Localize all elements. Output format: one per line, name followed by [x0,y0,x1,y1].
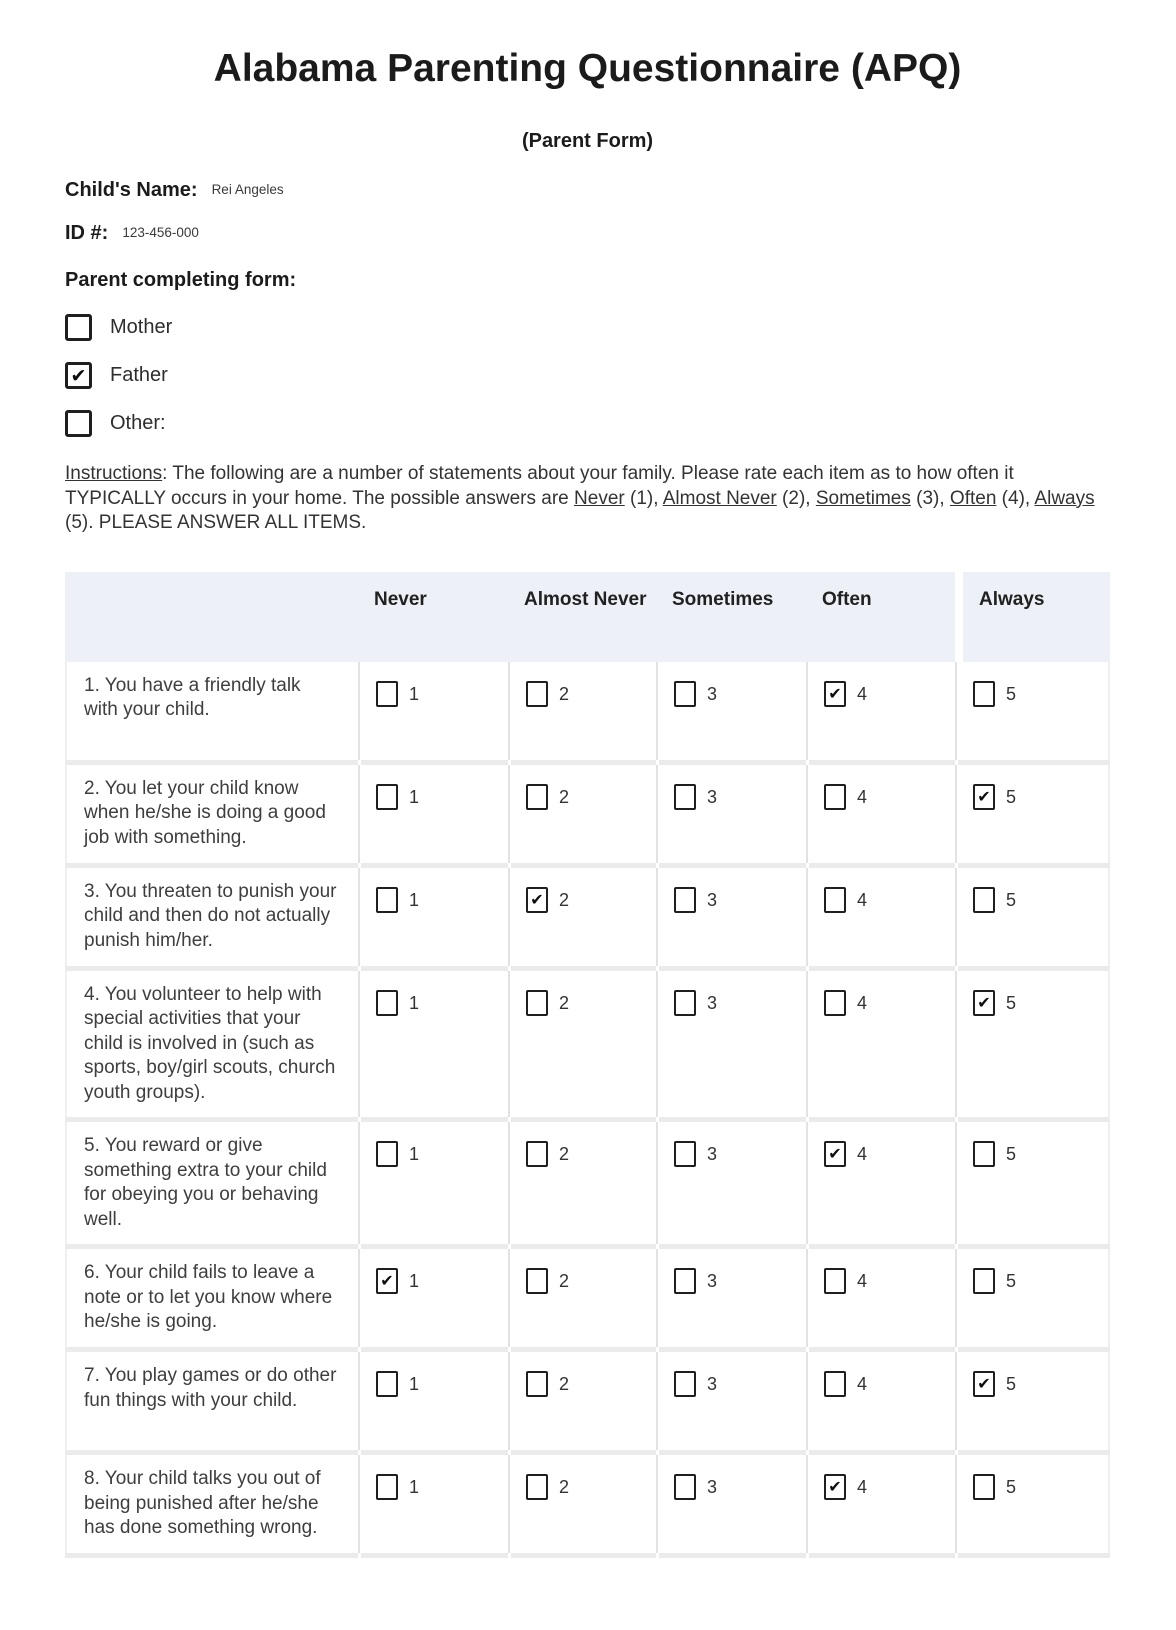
scale-number: 5 [1006,1477,1017,1497]
answer-cell [806,971,955,1118]
checkmark-icon: ✔ [70,366,87,387]
column-header-often: Often [806,572,955,662]
answer-cell [806,765,955,863]
divider-segment [65,1553,358,1558]
answer-checkbox[interactable] [376,1268,398,1294]
question-row [65,1122,1110,1244]
answer-checkbox[interactable] [674,784,696,810]
instructions-segment: Instructions [65,463,163,484]
question-row [65,971,1110,1118]
scale-number: 2 [559,786,570,807]
column-header-never: Never [358,572,508,662]
scale-number: 1 [409,992,420,1013]
parent-option-father [65,362,1110,389]
answer-cell [358,1249,508,1347]
column-header-sometimes: Sometimes [656,572,806,662]
form-subtitle: (Parent Form) [521,130,654,152]
answer-cell [508,1352,656,1450]
answer-checkbox[interactable] [824,1474,846,1500]
scale-number: 3 [707,1477,718,1497]
answer-cell [806,1122,955,1244]
scale-number: 1 [409,683,420,704]
scale-number: 3 [707,683,718,704]
scale-number: 5 [1006,1144,1017,1164]
answer-cell [358,1455,508,1553]
answer-checkbox[interactable] [973,681,995,707]
parent-option-mother [65,314,1110,341]
scale-number: 1 [409,1374,420,1394]
scale-number: 4 [857,1374,868,1394]
scale-number: 4 [857,889,868,910]
answer-checkbox[interactable] [674,990,696,1016]
answer-cell [656,1352,806,1450]
question-text: 7. You play games or do other fun things with your child. [65,1352,358,1450]
page-title: Alabama Parenting Questionnaire (APQ) [213,47,962,90]
question-text: 1. You have a friendly talk with your child. [65,662,358,760]
scale-number: 1 [409,786,420,807]
table-body [65,662,1110,1559]
scale-number: 2 [559,1374,570,1394]
child-name-label: Child's Name: [65,179,198,201]
scale-number: 2 [559,1271,570,1291]
answer-cell [508,1122,656,1244]
scale-number: 3 [707,786,718,807]
answer-checkbox[interactable] [973,990,995,1016]
scale-number: 3 [707,1144,718,1164]
answer-cell [806,1352,955,1450]
question-row [65,1352,1110,1450]
answer-checkbox[interactable] [973,1268,995,1294]
checkmark-icon: ✔ [828,685,842,703]
answer-checkbox[interactable] [526,1268,548,1294]
id-field [65,222,1110,245]
answer-cell [656,662,806,760]
question-text: 6. Your child fails to leave a note or to let you know where he/she is going. [65,1249,358,1347]
instructions-segment: (4), [996,487,1035,509]
answer-checkbox[interactable] [376,1474,398,1500]
question-row [65,1455,1110,1553]
scale-number: 2 [559,992,570,1013]
child-name-field [65,179,1110,202]
id-value[interactable]: 123-456-000 [122,225,199,240]
checkmark-icon: ✔ [530,891,544,909]
instructions-segment: : The following are a number of statements about your family. Please rate each item as to how often it TYPICALLY occurs in your home. The possible answers are [65,463,1014,509]
parent-option-label: Other: [110,412,166,434]
answer-cell [955,868,1110,966]
answer-cell [806,1455,955,1553]
id-label: ID #: [65,222,109,244]
parent-option-other [65,410,1110,437]
divider-segment [656,1553,806,1558]
column-header-almost-never: Almost Never [508,572,656,662]
question-text: 5. You reward or give something extra to your child for obeying you or behaving well. [65,1122,358,1244]
answer-cell [806,1249,955,1347]
answer-checkbox[interactable] [973,1474,995,1500]
answer-cell [656,1122,806,1244]
question-text: 8. Your child talks you out of being punished after he/she has done something wrong. [65,1455,358,1553]
question-text: 2. You let your child know when he/she is doing a good job with something. [65,765,358,863]
scale-number: 2 [559,889,570,910]
scale-number: 3 [707,1374,718,1394]
divider-segment [955,1553,1110,1558]
answer-checkbox[interactable] [824,990,846,1016]
answer-cell [358,1352,508,1450]
scale-number: 4 [857,1477,868,1497]
answer-cell [358,868,508,966]
scale-number: 4 [857,786,868,807]
answer-checkbox[interactable] [376,887,398,913]
answer-cell [955,1455,1110,1553]
checkmark-icon: ✔ [977,788,991,806]
answer-cell [358,971,508,1118]
instructions-segment: (1), [624,487,663,509]
answer-checkbox[interactable] [674,1371,696,1397]
answer-checkbox[interactable] [674,1141,696,1167]
answer-checkbox[interactable] [376,990,398,1016]
checkmark-icon: ✔ [380,1273,394,1290]
instructions-segment: Sometimes [815,487,911,509]
answer-cell [508,765,656,863]
answer-cell [508,971,656,1118]
instructions-segment: (2), [776,487,816,509]
answer-cell [656,765,806,863]
answer-checkbox[interactable] [973,1371,995,1397]
question-row [65,1249,1110,1347]
instructions-segment: Never [574,487,625,509]
scale-number: 5 [1006,1374,1017,1394]
answer-cell [955,971,1110,1118]
answer-checkbox[interactable] [526,1141,548,1167]
answer-cell [508,868,656,966]
parent-option-label: Father [110,364,168,386]
answer-checkbox[interactable] [674,681,696,707]
answer-checkbox[interactable] [376,784,398,810]
scale-number: 1 [409,1271,420,1291]
divider-segment [806,1553,955,1558]
answer-cell [955,1352,1110,1450]
scale-number: 1 [409,889,420,910]
instructions-text [65,462,1109,536]
checkmark-icon: ✔ [977,1376,991,1393]
answer-checkbox[interactable] [674,1474,696,1500]
scale-number: 3 [707,889,718,910]
answer-checkbox[interactable] [526,1474,548,1500]
answer-checkbox[interactable] [674,887,696,913]
answer-checkbox[interactable] [674,1268,696,1294]
table-header-row [65,572,1110,662]
answer-cell [806,868,955,966]
scale-number: 5 [1006,1271,1017,1291]
answer-checkbox[interactable] [376,1371,398,1397]
scale-number: 4 [857,1144,868,1164]
answer-checkbox[interactable] [376,1141,398,1167]
answer-cell [656,1455,806,1553]
checkmark-icon: ✔ [828,1479,842,1496]
scale-number: 5 [1006,889,1017,910]
questionnaire-table [65,572,1110,1559]
instructions-segment: Always [1034,487,1095,509]
column-header-always: Always [955,572,1110,662]
instructions-segment: (5). PLEASE ANSWER ALL ITEMS. [65,512,367,533]
answer-checkbox[interactable] [824,681,846,707]
question-text: 4. You volunteer to help with special activities that your child is involved in (such as sports, boy/girl scouts, church youth groups). [65,971,358,1118]
instructions-segment: Almost Never [662,487,777,509]
answer-cell [955,662,1110,760]
scale-number: 3 [707,1271,718,1291]
answer-checkbox[interactable] [526,681,548,707]
scale-number: 5 [1006,786,1017,807]
scale-number: 1 [409,1144,420,1164]
parent-option-label: Mother [110,316,173,338]
answer-cell [806,662,955,760]
question-row [65,662,1110,760]
answer-cell [955,1122,1110,1244]
answer-cell [955,1249,1110,1347]
answer-cell [358,765,508,863]
column-header-empty [65,572,358,662]
answer-cell [508,1249,656,1347]
checkmark-icon: ✔ [828,1146,842,1163]
row-divider [65,1553,1110,1558]
question-row [65,765,1110,863]
answer-checkbox[interactable] [824,1268,846,1294]
scale-number: 4 [857,1271,868,1291]
answer-cell [955,765,1110,863]
scale-number: 4 [857,992,868,1013]
answer-cell [508,1455,656,1553]
mother-checkbox[interactable] [65,314,92,341]
scale-number: 4 [857,683,868,704]
answer-cell [358,1122,508,1244]
answer-checkbox[interactable] [824,1141,846,1167]
answer-checkbox[interactable] [376,681,398,707]
answer-checkbox[interactable] [824,887,846,913]
scale-number: 2 [559,1477,570,1497]
other-checkbox[interactable] [65,410,92,437]
answer-checkbox[interactable] [526,1371,548,1397]
child-name-value[interactable]: Rei Angeles [211,182,284,197]
answer-cell [656,971,806,1118]
father-checkbox[interactable] [65,362,92,389]
scale-number: 5 [1006,992,1017,1013]
answer-checkbox[interactable] [526,784,548,810]
instructions-segment: (3), [910,487,950,509]
answer-checkbox[interactable] [973,784,995,810]
answer-cell [656,868,806,966]
parent-completing-label: Parent completing form: [65,269,297,291]
answer-checkbox[interactable] [526,990,548,1016]
scale-number: 2 [559,1144,570,1164]
parent-options [65,314,1110,437]
answer-checkbox[interactable] [824,1371,846,1397]
scale-number: 3 [707,992,718,1013]
scale-number: 2 [559,683,570,704]
answer-checkbox[interactable] [824,784,846,810]
checkmark-icon: ✔ [977,994,991,1012]
question-text: 3. You threaten to punish your child and then do not actually punish him/her. [65,868,358,966]
instructions-segment: Often [949,487,997,509]
answer-cell [656,1249,806,1347]
answer-cell [508,662,656,760]
answer-cell [358,662,508,760]
question-row [65,868,1110,966]
scale-number: 5 [1006,683,1017,704]
divider-segment [358,1553,508,1558]
divider-segment [508,1553,656,1558]
answer-checkbox[interactable] [973,887,995,913]
scale-number: 1 [409,1477,420,1497]
answer-checkbox[interactable] [973,1141,995,1167]
answer-checkbox[interactable] [526,887,548,913]
